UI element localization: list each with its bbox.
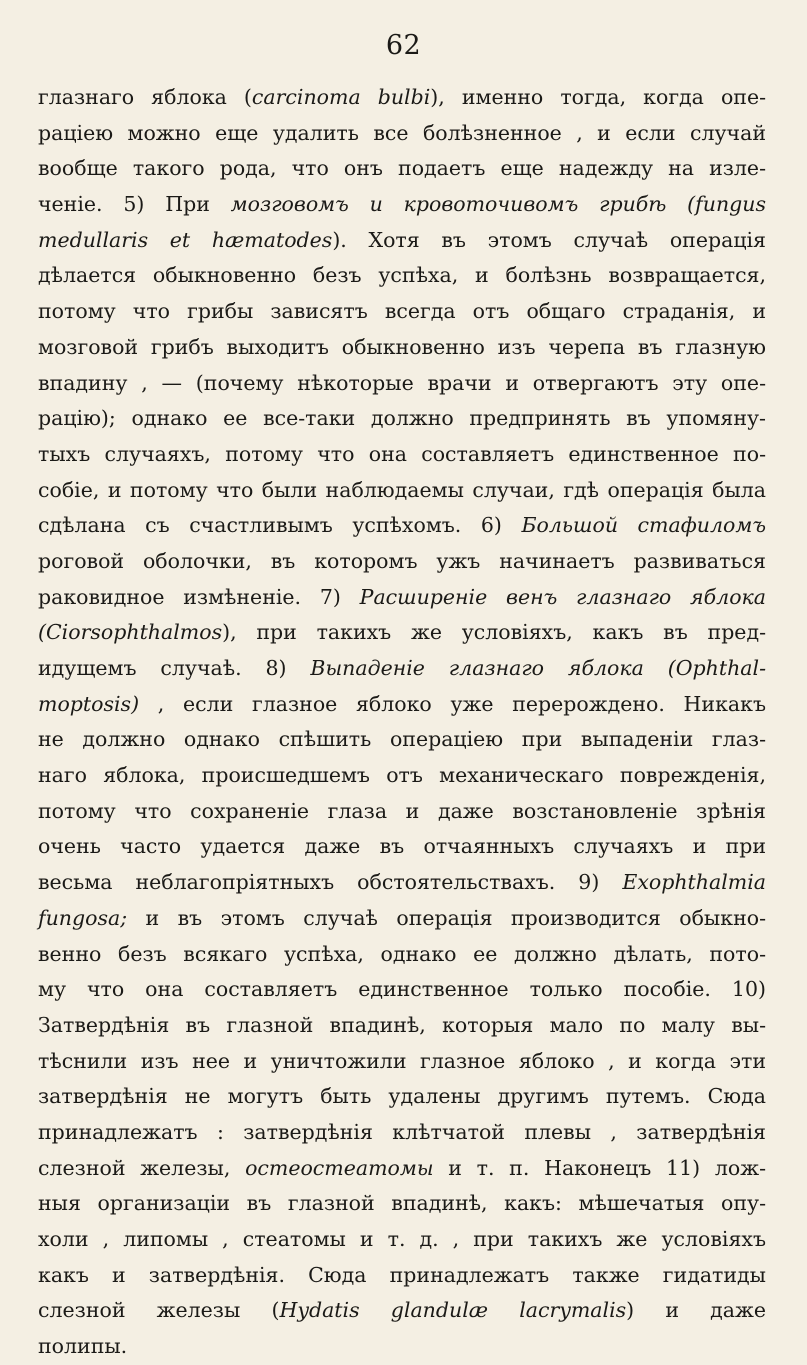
text-line	[38, 580, 766, 616]
italic-term: Выпаденіе глазнаго яблока (Ophthal-	[310, 656, 766, 680]
text-line	[38, 437, 766, 473]
text-line	[38, 829, 766, 865]
text-line	[38, 901, 766, 937]
text-run: затвердѣнія не могутъ быть удалены другимъ путемъ. Сюда	[38, 1084, 766, 1109]
text-run: ), именно тогда, когда опе-	[430, 85, 767, 109]
italic-term: moptosis)	[38, 691, 140, 716]
text-run: холи , липомы , стеатомы и т. д. , при такихъ же условіяхъ	[38, 1227, 766, 1251]
text-run: впадину , — (почему нѣкоторые врачи и отвергаютъ эту опе-	[38, 370, 766, 395]
text-run: потому что сохраненіе глаза и даже возстановленіе зрѣнія	[38, 798, 766, 823]
text-run: му что она составляетъ единственное только пособіе. 10)	[38, 977, 766, 1002]
text-line	[38, 937, 766, 973]
text-line	[38, 401, 766, 437]
text-run: потому что грибы зависятъ всегда отъ общаго страданія, и	[38, 299, 766, 324]
text-run: слезной железы (	[38, 1298, 280, 1323]
text-run: ) и даже	[626, 1298, 767, 1323]
italic-term: Exophthalmia	[622, 870, 766, 895]
text-line	[38, 223, 766, 259]
text-line	[38, 1186, 766, 1222]
text-line	[38, 1222, 766, 1258]
text-line	[38, 80, 766, 116]
text-line	[38, 1151, 766, 1187]
text-run: ). Хотя въ этомъ случаѣ операція	[332, 227, 766, 252]
text-run: ныя организаціи въ глазной впадинѣ, какъ: мѣшечатыя опу-	[38, 1191, 766, 1216]
text-line	[38, 151, 766, 187]
text-run: ченіе. 5) При	[38, 192, 231, 217]
text-line	[38, 187, 766, 223]
text-line	[38, 116, 766, 152]
text-line	[38, 544, 766, 580]
text-run: вообще такого рода, что онъ подаетъ еще надежду на изле-	[38, 156, 766, 181]
body-text	[38, 80, 766, 1365]
text-line	[38, 330, 766, 366]
page-number: 62	[385, 30, 422, 61]
text-run: и въ этомъ случаѣ операція производится обыкно-	[127, 905, 766, 930]
text-run: весьма неблагопріятныхъ обстоятельствахъ. 9)	[38, 870, 623, 895]
text-run: слезной железы,	[38, 1155, 246, 1180]
italic-term: Расширеніе венъ глазнаго яблока	[359, 584, 766, 609]
text-run: рацію); однако ее все-таки должно предпринять въ упомяну-	[38, 406, 766, 431]
text-run: ), при такихъ же условіяхъ, какъ въ пред-	[222, 620, 766, 645]
text-run: сдѣлана съ счастливымъ успѣхомъ. 6)	[38, 513, 522, 538]
text-run: не должно однако спѣшить операціею при выпаденіи глаз-	[38, 727, 766, 752]
text-line	[38, 1293, 766, 1329]
italic-term: medullaris et hæmatodes	[38, 227, 333, 252]
text-line	[38, 473, 766, 509]
italic-term: Hydatis glandulæ lacrymalis	[279, 1298, 627, 1323]
text-run: роговой оболочки, въ которомъ ужъ начинаетъ развиваться	[38, 548, 766, 573]
text-line	[38, 794, 766, 830]
text-run: венно безъ всякаго успѣха, однако ее должно дѣлать, пото-	[38, 941, 766, 966]
text-line	[38, 1008, 766, 1044]
text-line	[38, 722, 766, 758]
text-run: , если глазное яблоко уже перерождено. Никакъ	[139, 691, 766, 716]
text-line	[38, 1258, 766, 1294]
text-line	[38, 615, 766, 651]
text-line	[38, 1079, 766, 1115]
text-run: полипы.	[38, 1334, 128, 1359]
italic-term: carcinoma bulbi	[251, 85, 431, 109]
text-run: и т. п. Наконецъ 11) лож-	[433, 1155, 766, 1180]
text-run: тыхъ случаяхъ, потому что она составляетъ единственное по-	[38, 441, 766, 466]
italic-term: fungosa;	[38, 905, 128, 930]
text-line	[38, 1115, 766, 1151]
text-run: дѣлается обыкновенно безъ успѣха, и болѣзнь возвращается,	[38, 263, 766, 288]
text-line	[38, 258, 766, 294]
text-line	[38, 366, 766, 402]
italic-term: Ciorsophthalmos	[46, 620, 223, 645]
italic-term: остеостеатомы	[245, 1155, 434, 1180]
text-run: идущемъ случаѣ. 8)	[38, 656, 311, 680]
text-run: очень часто удается даже въ отчаянныхъ случаяхъ и при	[38, 834, 766, 859]
text-line	[38, 972, 766, 1008]
text-run: принадлежатъ : затвердѣнія клѣтчатой плевы , затвердѣнія	[38, 1119, 766, 1144]
text-run: наго яблока, происшедшемъ отъ механическаго поврежденія,	[38, 763, 766, 788]
text-line	[38, 294, 766, 330]
text-run: глазнаго яблока (	[38, 85, 252, 109]
text-run: мозговой грибъ выходитъ обыкновенно изъ черепа въ глазную	[38, 334, 766, 359]
text-run: какъ и затвердѣнія. Сюда принадлежатъ также гидатиды	[38, 1262, 766, 1287]
text-line	[38, 651, 766, 687]
text-run: раковидное измѣненіе. 7)	[38, 584, 360, 609]
italic-term: (	[38, 620, 46, 645]
text-line	[38, 1044, 766, 1080]
text-line	[38, 865, 766, 901]
text-line	[38, 687, 766, 723]
text-run: тѣснили изъ нее и уничтожили глазное яблоко , и когда эти	[38, 1048, 766, 1073]
text-run: Затвердѣнія въ глазной впадинѣ, которыя мало по малу вы-	[38, 1012, 766, 1037]
italic-term: мозговомъ и кровоточивомъ грибѣ (fungus	[230, 192, 767, 217]
italic-term: Большой стафиломъ	[521, 513, 767, 538]
text-line	[38, 1329, 766, 1365]
text-line	[38, 508, 766, 544]
text-run: раціею можно еще удалить все болѣзненное , и если случай	[38, 120, 766, 145]
text-run: собіе, и потому что были наблюдаемы случаи, гдѣ операція была	[38, 477, 766, 502]
text-line	[38, 758, 766, 794]
